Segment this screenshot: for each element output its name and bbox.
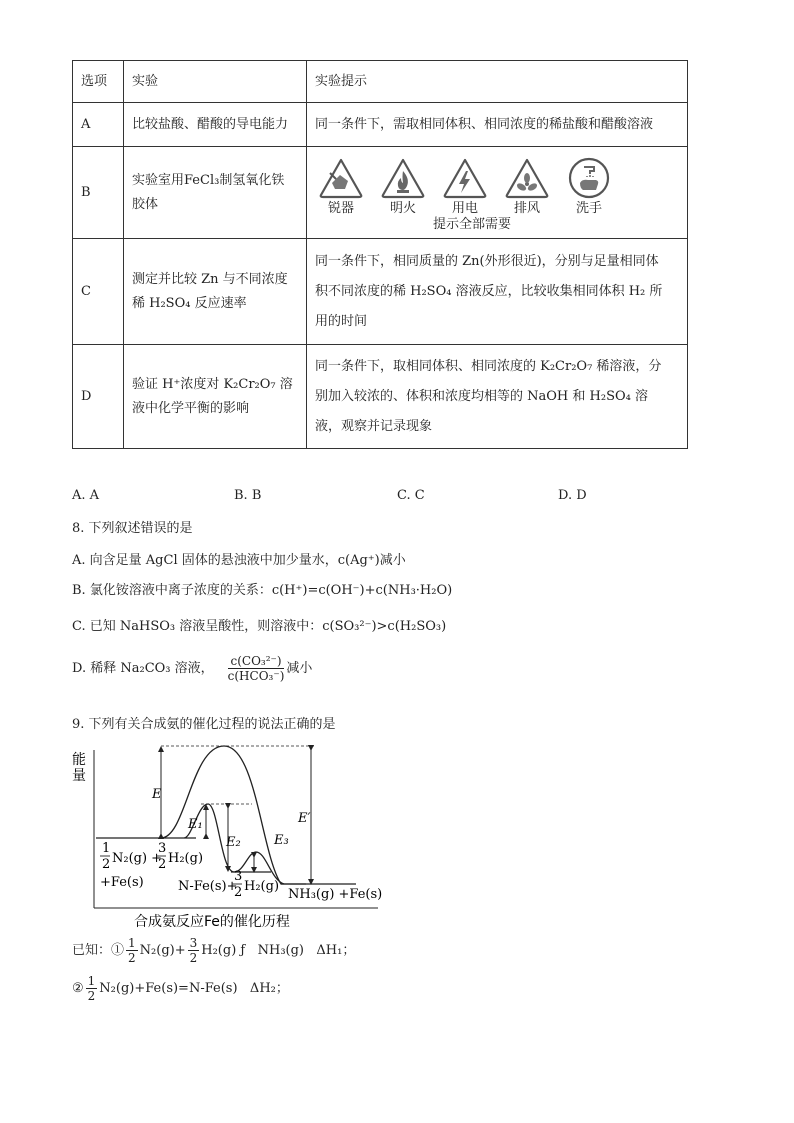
icon-caption: 用电 [451,200,478,216]
fraction-numerator: 3 [189,936,198,950]
fraction-denominator: 2 [189,951,198,965]
question-9-stem: 9. 下列有关合成氨的催化过程的说法正确的是 [72,717,336,732]
icon-caption: 锐器 [327,200,354,216]
q8-d-fraction [228,654,285,683]
row-experiment [124,345,307,449]
option-c: C. C [397,488,425,503]
eq1-part-a: N₂(g)+ [139,942,186,958]
label-e1: E₁ [188,817,203,832]
electric-icon [442,157,488,199]
option-b: B. B [234,488,262,503]
end-species: NH₃(g) +Fe(s) [288,887,383,902]
energy-diagram [66,742,386,932]
table-row [73,239,688,345]
start-half-den: 2 [102,857,111,872]
table-header-row [73,61,688,103]
fraction-three-halves [188,936,200,965]
electric-icon-item [441,157,489,217]
experiment-line: 稀 H₂SO₄ 反应速率 [132,295,247,311]
y-axis-label: 能 [72,752,86,768]
table-row [73,103,688,147]
mid-three-den: 2 [234,885,243,900]
mid-species-1: N-Fe(s)+ [178,879,238,894]
x-axis-label: 合成氨反应Fe的催化历程 [134,914,290,930]
experiment-line: 实验室用FeCl₃制氢氧化铁 [132,172,285,188]
q8-option-c: C. 已知 NaHSO₃ 溶液呈酸性，则溶液中：c(SO₃²⁻)>c(H₂SO₃) [72,619,447,634]
option-a: A. A [72,488,100,503]
row-experiment [124,147,307,239]
label-e: E [152,787,162,802]
fraction-half [126,936,138,965]
icon-caption: 洗手 [575,200,602,216]
start-species-3: +Fe(s) [100,875,144,890]
safety-icons [315,157,679,217]
flame-icon [380,157,426,199]
flame-icon-item [379,157,427,217]
row-hint: 同一条件下，需取相同体积、相同浓度的稀盐酸和醋酸溶液 [307,103,688,147]
q8-d-prefix: D. 稀释 Na₂CO₃ 溶液， [72,660,214,676]
option-d: D. D [558,488,587,503]
row-hint [307,345,688,449]
table-header-cell: 选项 [73,61,124,103]
row-label: D [73,345,124,449]
table-header-cell: 实验提示 [307,61,688,103]
row-hint-icons [307,147,688,239]
hint-line: 同一条件下，相同质量的 Zn(外形很近)，分别与足量相同体 [315,253,659,269]
experiment-table [72,60,688,449]
known-eq-2 [72,974,289,1003]
known-prefix: 已知：① [72,942,125,958]
row-experiment [124,239,307,345]
experiment-line: 测定并比较 Zn 与不同浓度 [132,271,288,287]
sharp-icon-item [317,157,365,217]
row-label: B [73,147,124,239]
known-eq-1 [72,936,355,965]
table-header-cell: 实验 [124,61,307,103]
hint-line: 别加入较浓的、体积和浓度均相等的 NaOH 和 H₂SO₄ 溶 [315,388,648,404]
sharp-icon [318,157,364,199]
fraction-numerator: 1 [87,974,96,988]
fraction-denominator: 2 [128,951,136,965]
label-e3: E₃ [274,833,289,848]
eq1-part-b: H₂(g) ƒ NH₃(g) ΔH₁； [201,942,356,958]
icons-note: 提示全部需要 [433,216,512,232]
mid-species-2: H₂(g) [244,879,280,894]
experiment-line: 胶体 [132,196,159,212]
row-hint [307,239,688,345]
start-three-den: 2 [158,857,167,872]
table-row [73,147,688,239]
fraction-denominator: 2 [87,989,96,1003]
fan-icon-item [503,157,551,217]
row-label: C [73,239,124,345]
q8-option-b: B. 氯化铵溶液中离子浓度的关系：c(H⁺)=c(OH⁻)+c(NH₃·H₂O) [72,583,453,598]
wash-hands-icon [566,157,612,199]
table-row [73,345,688,449]
mid-three-num: 3 [234,869,243,884]
fraction-half [86,974,98,1003]
eq2-body: N₂(g)+Fe(s)=N-Fe(s) ΔH₂； [99,980,289,996]
fraction-numerator: 1 [128,936,136,950]
q8-option-a: A. 向含足量 AgCl 固体的悬浊液中加少量水，c(Ag⁺)减小 [72,553,406,568]
icon-caption: 排风 [513,200,540,216]
row-label: A [73,103,124,147]
row-experiment: 比较盐酸、醋酸的导电能力 [124,103,307,147]
hint-line: 用的时间 [315,313,368,329]
label-e2: E₂ [226,835,241,850]
eq2-prefix: ② [72,980,84,996]
hint-line: 积不同浓度的稀 H₂SO₄ 溶液反应，比较收集相同体积 H₂ 所 [315,283,663,299]
start-three-num: 3 [158,841,167,856]
wash-hands-icon-item [565,157,613,217]
fan-icon [504,157,550,199]
q8-d-suffix: 减小 [286,660,313,676]
fraction-numerator: c(CO₃²⁻) [230,654,282,668]
hint-line: 液，观察并记录现象 [315,418,433,434]
hint-line: 同一条件下，取相同体积、相同浓度的 K₂Cr₂O₇ 稀溶液，分 [315,358,662,374]
question-8-stem: 8. 下列叙述错误的是 [72,521,193,536]
experiment-line: 液中化学平衡的影响 [132,400,250,416]
experiment-line: 验证 H⁺浓度对 K₂Cr₂O₇ 溶 [132,376,293,392]
label-eprime: E′ [298,811,311,826]
start-species-2: H₂(g) [168,851,204,866]
start-species-1: N₂(g) + [112,851,163,866]
q8-option-d [72,654,312,683]
fraction-denominator: c(HCO₃⁻) [227,669,285,683]
icon-caption: 明火 [389,200,416,216]
start-half-num: 1 [102,841,111,856]
y-axis-label: 量 [72,768,86,784]
